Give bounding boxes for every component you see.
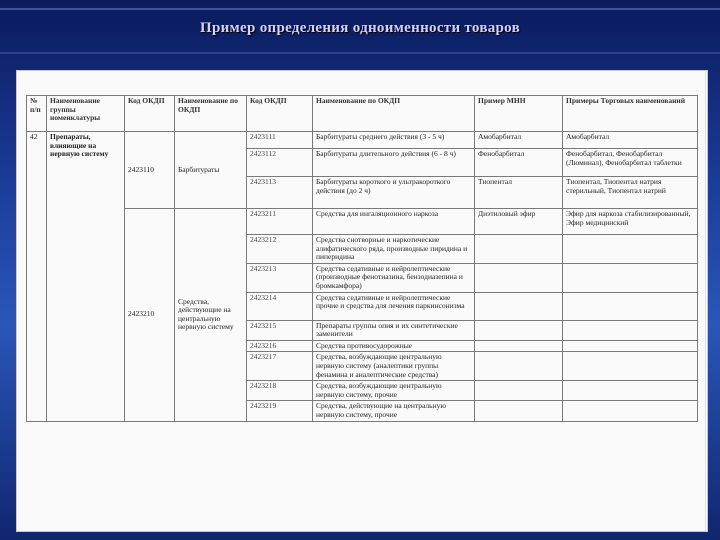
block-code: 2423110 xyxy=(125,132,175,209)
trade-names xyxy=(563,292,698,320)
inn-example xyxy=(475,292,563,320)
sub-code: 2423218 xyxy=(247,381,313,401)
inn-example xyxy=(475,401,563,421)
inn-example xyxy=(475,352,563,381)
slide-title: Пример определения одноименности товаров xyxy=(199,20,521,36)
sub-name: Средства, возбуждающие центральную нервную систему, прочие xyxy=(313,381,475,401)
trade-names xyxy=(563,320,698,340)
sub-name: Средства седативные и нейролептические прочие и средства для лечения паркинсонизма xyxy=(313,292,475,320)
header-okdp-subcode: Код ОКДП xyxy=(247,96,313,132)
sub-code: 2423211 xyxy=(247,209,313,235)
inn-example: Амобарбитал xyxy=(475,132,563,149)
inn-example xyxy=(475,263,563,292)
sub-code: 2423113 xyxy=(247,177,313,209)
trade-names xyxy=(563,263,698,292)
trade-names: Тиопентал, Тиопентал натрия стерильный, Тиопентал натрий xyxy=(563,177,698,209)
sub-name: Средства противосудорожные xyxy=(313,340,475,352)
header-okdp-code: Код ОКДП xyxy=(125,96,175,132)
header-group-name: Наименование группы номенклатуры xyxy=(47,96,125,132)
trade-names xyxy=(563,381,698,401)
sub-name: Средства, действующие на центральную нервную систему, прочие xyxy=(313,401,475,421)
sub-code: 2423216 xyxy=(247,340,313,352)
inn-example xyxy=(475,320,563,340)
sub-name: Средства седативные и нейролептические (производные фенотиазина, бензодиазепина и бромкамфора) xyxy=(313,263,475,292)
sub-name: Препараты группы опия и их синтетические заменители xyxy=(313,320,475,340)
trade-names: Амобарбитал xyxy=(563,132,698,149)
inn-example: Фенобарбитал xyxy=(475,149,563,177)
sub-name: Средства, возбуждающие центральную нервную систему (аналептики группы фенамина и аналептические средства) xyxy=(313,352,475,381)
trade-names: Фенобарбитал, Фенобарбитал (Люминал), Фенобарбитал таблетки xyxy=(563,149,698,177)
row-number: 42 xyxy=(27,132,47,422)
inn-example xyxy=(475,381,563,401)
sub-code: 2423112 xyxy=(247,149,313,177)
sub-name: Барбитураты короткого и ультракороткого действия (до 2 ч) xyxy=(313,177,475,209)
inn-example xyxy=(475,340,563,352)
sub-name: Средства снотворные и наркотические алифатического ряда, производные пиридина и пиперидина xyxy=(313,235,475,264)
header-okdp-subname: Наименование по ОКДП xyxy=(313,96,475,132)
block-name: Средства, действующие на центральную нервную систему xyxy=(175,209,247,422)
block-name: Барбитураты xyxy=(175,132,247,209)
trade-names xyxy=(563,235,698,264)
background-streak xyxy=(0,8,720,10)
trade-names xyxy=(563,401,698,421)
sub-name: Барбитураты среднего действия (3 - 5 ч) xyxy=(313,132,475,149)
grid-line xyxy=(705,71,706,531)
inn-example xyxy=(475,235,563,264)
sub-code: 2423217 xyxy=(247,352,313,381)
sub-code: 2423213 xyxy=(247,263,313,292)
inn-example: Диэтиловый эфир xyxy=(475,209,563,235)
trade-names xyxy=(563,340,698,352)
block-code: 2423210 xyxy=(125,209,175,422)
sub-code: 2423214 xyxy=(247,292,313,320)
header-trade-names: Примеры Торговых наименований xyxy=(563,96,698,132)
background-streak xyxy=(0,52,720,54)
trade-names: Эфир для наркоза стабилизированный, Эфир медицинский xyxy=(563,209,698,235)
sub-code: 2423215 xyxy=(247,320,313,340)
sub-name: Барбитураты длительного действия (6 - 8 ч) xyxy=(313,149,475,177)
sub-code: 2423219 xyxy=(247,401,313,421)
header-number: № п/п xyxy=(27,96,47,132)
sub-name: Средства для ингаляционного наркоза xyxy=(313,209,475,235)
trade-names xyxy=(563,352,698,381)
header-inn-example: Пример МНН xyxy=(475,96,563,132)
group-name: Препараты, влияющие на нервную систему xyxy=(47,132,125,422)
okdp-table xyxy=(26,95,698,422)
header-okdp-name: Наименование по ОКДП xyxy=(175,96,247,132)
inn-example: Тиопентал xyxy=(475,177,563,209)
document-sheet xyxy=(16,70,708,532)
sub-code: 2423111 xyxy=(247,132,313,149)
sub-code: 2423212 xyxy=(247,235,313,264)
